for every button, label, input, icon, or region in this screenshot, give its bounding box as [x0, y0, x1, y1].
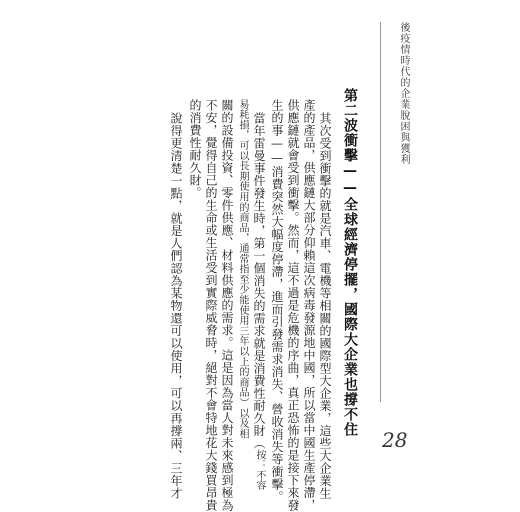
- annotation-note: 按：不容: [254, 449, 265, 491]
- header-rule: [380, 22, 381, 402]
- body-line-10: 說得更清楚一點，就是人們認為某物還可以使用，可以再撐兩、三年才: [169, 112, 183, 500]
- page-number: 28: [382, 428, 408, 452]
- body-line-3: 供應鏈就會受到衝擊。然而，這不過是危機的序曲，真正恐怖的是接下來發: [286, 99, 300, 512]
- body-line-9: 的消費性耐久財。: [188, 99, 202, 199]
- section-heading: 第二波衝擊——全球經濟停擺，國際大企業也撐不住: [342, 88, 358, 437]
- body-line-5-text: 當年雷曼事件發生時，第一個消失的需求就是消費性耐久財（: [252, 112, 266, 450]
- body-line-5: [253, 112, 265, 491]
- body-line-2: 產的產品，供應鏈大部分仰賴這次病毒發源地中國，所以當中國生產停滯，: [302, 99, 316, 512]
- body-line-7: 關的設備投資、零件供應、材料供應的需求。這是因為當人對未來感到極為: [220, 99, 234, 512]
- running-header: 後疫情時代的企業脫困與獲利: [398, 22, 409, 165]
- body-line-1: 其次受到衝擊的就是汽車、電機等相關的國際型大企業，這些大企業生: [318, 112, 332, 500]
- body-line-4: 生的事——消費突然大幅度停滯，進而引發需求消失、營收消失等衝擊。: [270, 99, 284, 503]
- body-line-6: 易耗損，可以長期使用的商品，通常指至少能使用三年以上的商品）以及相: [237, 99, 248, 439]
- body-line-8: 不安，覺得自己的生命或生活受到實際威脅時，絕對不會特地花大錢買昂貴: [204, 99, 218, 512]
